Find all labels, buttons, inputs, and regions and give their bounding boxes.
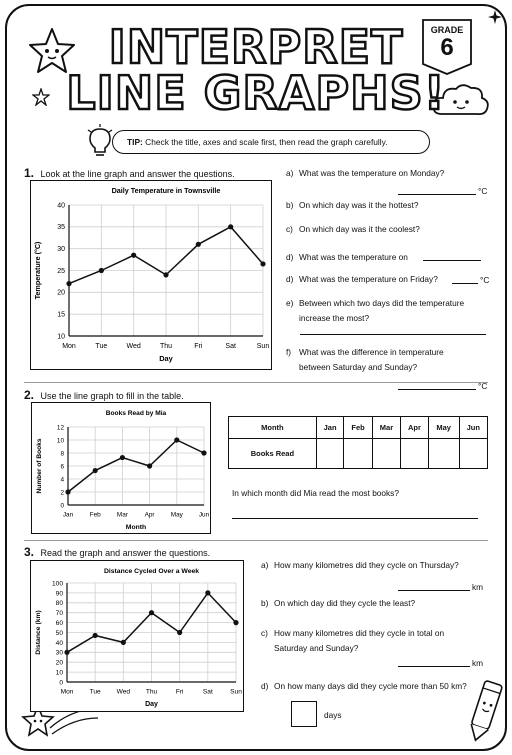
y-tick-label: 80 (55, 600, 63, 608)
temperature-chart-svg (31, 181, 270, 368)
chart-title: Books Read by Mia (105, 410, 167, 417)
x-tick-label: Sat (225, 343, 236, 350)
question-3d: d) On how many days did they cycle more than 50 km? (261, 681, 467, 691)
y-tick-label: 25 (57, 267, 65, 275)
grade-number: 6 (440, 34, 454, 61)
section-instruction: Read the graph and answer the questions. (40, 548, 211, 558)
answer-line-1e[interactable] (300, 334, 486, 335)
table-header-row (229, 417, 488, 439)
data-point (93, 633, 98, 638)
books-chart (31, 402, 211, 534)
x-axis-label: Month (125, 523, 147, 531)
question-1d: d) What was the temperature on (286, 252, 408, 262)
x-tick-label: Thu (145, 688, 158, 696)
y-tick-label: 10 (56, 437, 64, 445)
question-3b: b) On which day did they cycle the least? (261, 598, 416, 608)
x-tick-label: Sat (202, 688, 213, 696)
y-tick-label: 4 (60, 476, 64, 484)
table-header-cell: Feb (344, 417, 372, 439)
tip-text: Check the title, axes and scale first, then read the graph carefully. (145, 137, 388, 147)
data-point (205, 590, 210, 595)
lightbulb-icon (86, 124, 114, 160)
y-tick-label: 10 (57, 333, 65, 341)
table-answer-cell[interactable] (344, 439, 372, 469)
question-1f: f) What was the difference in temperature between Saturday and Sunday? (286, 347, 444, 372)
x-tick-label: Jun (198, 511, 209, 519)
unit-3a: km (472, 582, 484, 592)
question-1a: a) What was the temperature on Monday? (286, 168, 445, 178)
table-header-cell: Mar (372, 417, 400, 439)
y-tick-label: 60 (55, 620, 63, 627)
x-tick-label: Apr (144, 511, 155, 519)
y-tick-label: 12 (56, 424, 64, 432)
section-instruction: Look at the line graph and answer the questions. (40, 169, 235, 179)
x-tick-label: Fri (175, 688, 184, 696)
data-point (149, 610, 154, 615)
data-point (131, 253, 136, 258)
table-header-cell: Jun (459, 417, 487, 439)
answer-line-1d-friday[interactable] (452, 283, 478, 284)
table-row (229, 439, 488, 469)
x-tick-label: Tue (89, 688, 101, 696)
y-axis-label: Number of Books (36, 438, 43, 494)
y-tick-label: 2 (60, 489, 64, 497)
tip-box (112, 130, 430, 154)
x-tick-label: Mon (62, 343, 76, 350)
table-answer-cell[interactable] (316, 439, 344, 469)
x-tick-label: Mon (60, 688, 74, 696)
y-tick-label: 8 (60, 450, 64, 458)
data-point (65, 489, 70, 494)
table-header-cell: Apr (401, 417, 429, 439)
y-tick-label: 50 (55, 629, 63, 637)
answer-box-3d[interactable] (291, 701, 317, 727)
section-instruction: Use the line graph to fill in the table. (40, 391, 184, 401)
x-tick-label: May (170, 511, 183, 519)
chart-title: Distance Cycled Over a Week (103, 568, 200, 575)
worksheet-title-line2: LINE GRAPHS! (66, 66, 446, 120)
cycling-chart-svg (31, 561, 242, 710)
y-tick-label: 15 (57, 311, 65, 319)
grade-label: GRADE (430, 25, 464, 35)
cycling-chart (30, 560, 244, 712)
y-tick-label: 30 (55, 649, 63, 657)
section3-heading (24, 545, 210, 559)
x-tick-label: Wed (126, 343, 141, 350)
unit-1d-friday: °C (480, 275, 490, 285)
data-point (99, 268, 104, 273)
y-tick-label: 100 (51, 580, 63, 588)
data-point (260, 261, 265, 266)
table-header-cell: May (428, 417, 459, 439)
data-point (66, 281, 71, 286)
table-answer-cell[interactable] (372, 439, 400, 469)
data-point (163, 272, 168, 277)
y-axis-label: Temperature (°C) (33, 241, 42, 300)
worksheet-title-line1: INTERPRET (108, 20, 404, 74)
chart-title: Daily Temperature in Townsville (111, 186, 221, 195)
table-header-cell: Month (229, 417, 317, 439)
data-point (120, 455, 125, 460)
y-tick-label: 40 (55, 639, 63, 647)
data-point (64, 650, 69, 655)
unit-1f: °C (478, 381, 488, 391)
section-number: 1. (24, 166, 35, 180)
x-tick-label: Wed (116, 688, 131, 696)
y-axis-label: Distance (km) (35, 610, 42, 655)
unit-1a: °C (478, 186, 488, 196)
data-point (147, 463, 152, 468)
question-1d-friday: d) What was the temperature on Friday? (286, 274, 438, 284)
y-tick-label: 70 (55, 610, 63, 618)
data-point (177, 630, 182, 635)
section-divider (24, 540, 488, 541)
table-header-cell: Jan (316, 417, 344, 439)
y-tick-label: 0 (59, 679, 63, 687)
x-tick-label: Sun (230, 688, 242, 696)
data-point (121, 640, 126, 645)
y-tick-label: 35 (57, 224, 65, 232)
table-row-label: Books Read (229, 439, 317, 469)
x-tick-label: Thu (159, 343, 173, 350)
x-axis-label: Day (145, 701, 158, 709)
y-tick-label: 40 (57, 202, 65, 210)
section1-heading (24, 166, 235, 180)
x-tick-label: Sun (256, 343, 270, 350)
question-3a: a) How many kilometres did they cycle on Thursday? (261, 560, 459, 570)
unit-3d: days (324, 710, 342, 720)
answer-line-1f[interactable] (398, 389, 476, 390)
y-tick-label: 6 (60, 463, 64, 471)
question-1e: e) Between which two days did the temperature increase the most? (286, 298, 465, 323)
data-point (233, 620, 238, 625)
table-answer-cell[interactable] (401, 439, 429, 469)
section-number: 3. (24, 545, 35, 559)
data-point (228, 224, 233, 229)
books-table (228, 416, 488, 469)
x-tick-label: Mar (116, 511, 128, 519)
data-point (93, 468, 98, 473)
question-1c: c) On which day was it the coolest? (286, 224, 420, 234)
section-divider (24, 382, 488, 383)
answer-line-3c[interactable] (398, 666, 470, 667)
answer-line-1d[interactable] (423, 260, 481, 261)
tip-label: TIP: (127, 137, 143, 147)
data-point (174, 437, 179, 442)
section-number: 2. (24, 388, 35, 402)
x-axis-label: Day (159, 354, 173, 363)
data-point (196, 242, 201, 247)
table-answer-cell[interactable] (428, 439, 459, 469)
x-tick-label: Jan (62, 511, 74, 519)
answer-line-3a[interactable] (398, 590, 470, 591)
y-tick-label: 20 (55, 659, 63, 667)
temperature-chart (30, 180, 272, 370)
answer-line-1a[interactable] (398, 194, 476, 195)
y-tick-label: 0 (60, 502, 64, 510)
question-2: In which month did Mia read the most books? (232, 488, 399, 498)
y-tick-label: 20 (57, 289, 65, 297)
question-3c: c) How many kilometres did they cycle in total on Saturday and Sunday? (261, 628, 445, 653)
x-tick-label: Feb (89, 511, 101, 519)
books-chart-svg (32, 403, 209, 532)
question-1b: b) On which day was it the hottest? (286, 200, 419, 210)
x-tick-label: Tue (95, 343, 108, 350)
y-tick-label: 90 (55, 590, 63, 598)
unit-3c: km (472, 658, 484, 668)
section2-heading (24, 388, 184, 402)
y-tick-label: 30 (57, 246, 65, 254)
data-point (201, 450, 206, 455)
y-tick-label: 10 (55, 669, 63, 677)
x-tick-label: Fri (194, 343, 203, 350)
table-answer-cell[interactable] (459, 439, 487, 469)
answer-line-2[interactable] (232, 518, 478, 519)
